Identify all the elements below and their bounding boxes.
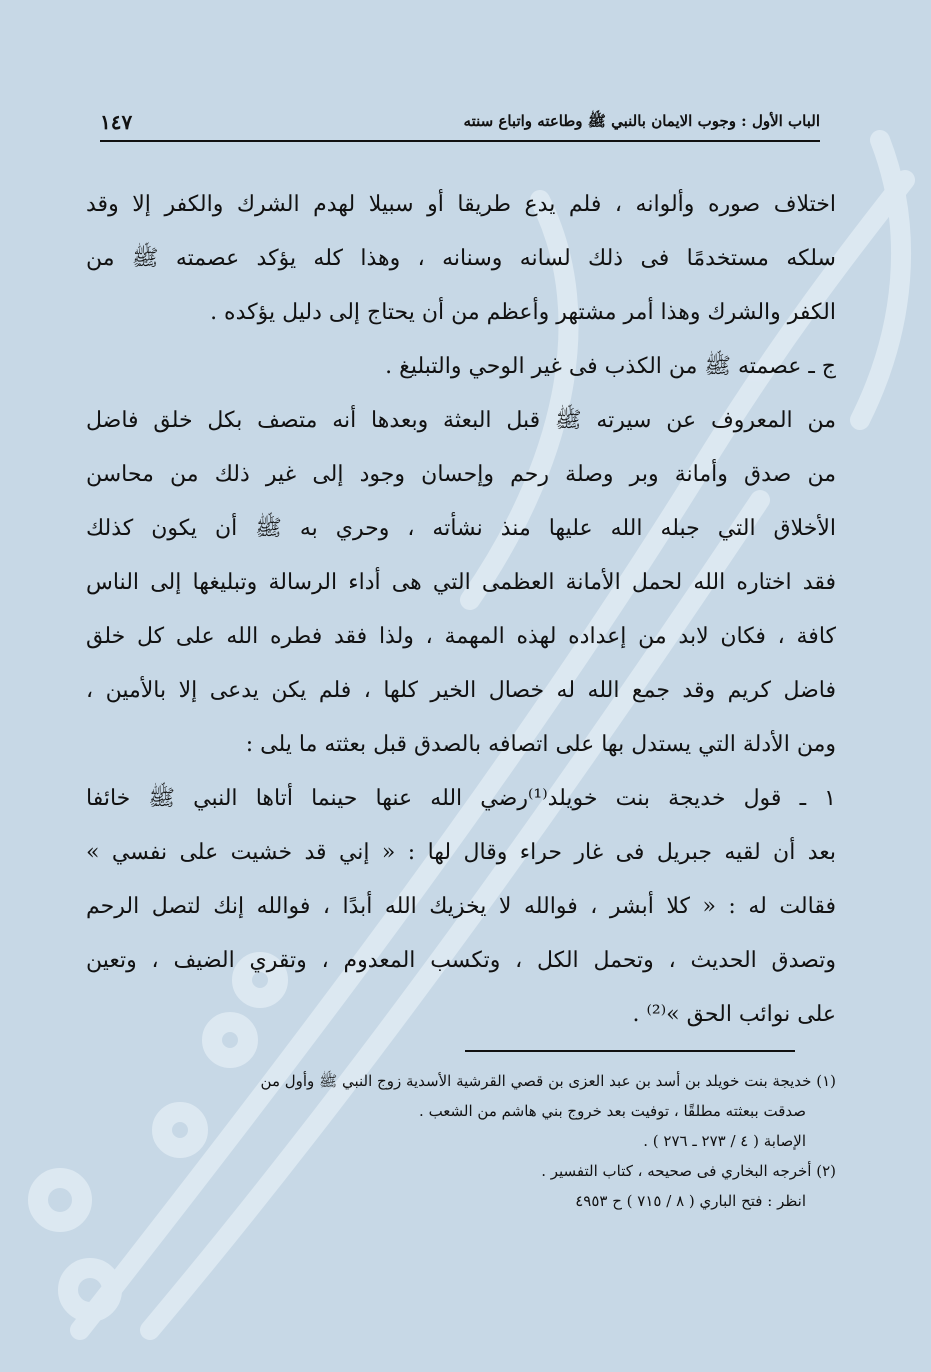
- section-heading: ج ـ عصمته ﷺ من الكذب فى غير الوحي والتبليغ .: [385, 354, 836, 379]
- text-line: فقالت له : « كلا أبشر ، فوالله لا يخزيك الله أبدًا ، فوالله إنك لتصل الرحم: [86, 894, 836, 919]
- main-text: [86, 178, 836, 1042]
- text-line: ومن الأدلة التي يستدل بها على اتصافه بالصدق قبل بعثته ما يلى :: [245, 732, 836, 757]
- footnote-divider: [465, 1050, 795, 1052]
- text-line: بعد أن لقيه جبريل فى غار حراء وقال لها : « إني قد خشيت على نفسي »: [86, 840, 836, 865]
- text-line: من صدق وأمانة وبر وصلة رحم وإحسان وجود إلى غير ذلك من محاسن: [86, 462, 836, 487]
- text-line: الأخلاق التي جبله الله عليها منذ نشأته ، وحري به ﷺ أن يكون كذلك: [86, 516, 836, 541]
- text-line: الكفر والشرك وهذا أمر مشتهر وأعظم من أن يحتاج إلى دليل يؤكده .: [210, 300, 836, 325]
- footnote-line: صدقت ببعثته مطلقًا ، توفيت بعد خروج بني هاشم من الشعب .: [419, 1102, 806, 1120]
- footnote-line: (٢) أخرجه البخاري فى صحيحه ، كتاب التفسير .: [541, 1162, 836, 1180]
- text-line: سلكه مستخدمًا فى ذلك لسانه وسنانه ، وهذا كله يؤكد عصمته ﷺ من: [86, 246, 836, 271]
- text-line: وتصدق الحديث ، وتحمل الكل ، وتكسب المعدوم ، وتقري الضيف ، وتعين: [86, 948, 836, 973]
- page-number: ١٤٧: [100, 110, 133, 134]
- footnote-line: (١) خديجة بنت خويلد بن أسد بن عبد العزى بن قصي القرشية الأسدية زوج النبي ﷺ وأول من: [260, 1072, 836, 1090]
- text-line: ١ ـ قول خديجة بنت خويلد⁽¹⁾رضي الله عنها حينما أتاها النبي ﷺ خائفا: [86, 786, 836, 811]
- text-line: كافة ، فكان لابد من إعداده لهذه المهمة ، ولذا فقد فطره الله على كل خلق: [86, 624, 836, 649]
- text-line: على نوائب الحق »⁽²⁾ .: [632, 1002, 836, 1027]
- footnotes: [86, 1066, 836, 1216]
- header-title: الباب الأول : وجوب الايمان بالنبي ﷺ وطاعته واتباع سنته: [463, 112, 820, 130]
- text-line: من المعروف عن سيرته ﷺ قبل البعثة وبعدها أنه متصف بكل خلق فاضل: [86, 408, 836, 433]
- text-line: اختلاف صوره وألوانه ، فلم يدع طريقا أو سبيلا لهدم الشرك والكفر إلا وقد: [86, 192, 836, 217]
- footnote-line: الإصابة ( ٤ / ٢٧٣ ـ ٢٧٦ ) .: [643, 1132, 806, 1150]
- text-line: فقد اختاره الله لحمل الأمانة العظمى التي هى أداء الرسالة وتبليغها إلى الناس: [86, 570, 836, 595]
- running-header: [100, 100, 820, 142]
- footnote-line: انظر : فتح الباري ( ٨ / ٧١٥ ) ح ٤٩٥٣: [575, 1192, 806, 1210]
- text-line: فاضل كريم وقد جمع الله له خصال الخير كلها ، فلم يكن يدعى إلا بالأمين ،: [86, 678, 836, 703]
